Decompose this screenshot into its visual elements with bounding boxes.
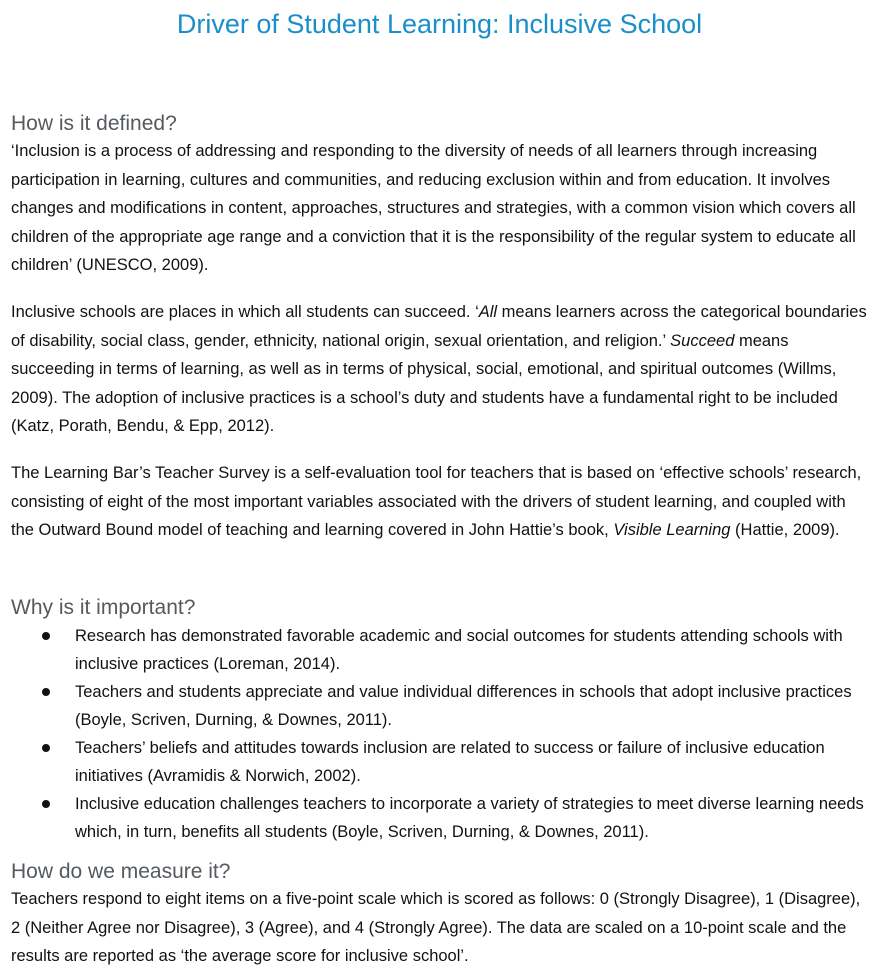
italic-text: Visible Learning bbox=[613, 521, 731, 540]
list-item bbox=[0, 622, 879, 678]
bullet-icon bbox=[42, 632, 50, 640]
bullet-icon bbox=[42, 744, 50, 752]
importance-list bbox=[0, 622, 879, 846]
text-run: means learners across the categorical boundaries of disability, social class, gender, ethnicity, national origin, sexual orientation, and religion.’ bbox=[11, 303, 867, 350]
heading-how-defined: How is it defined? bbox=[11, 112, 177, 135]
definition-paragraph: ‘Inclusion is a process of addressing and responding to the diversity of needs of all learners through increasing participation in learning, cultures and communities, and reducing exclusion within and from education. It involves changes and modifications in content, approaches, structures and strategies, with a common vision which covers all children of the appropriate age range and a conviction that it is the responsibility of the regular system to educate all children’ (UNESCO, 2009). bbox=[11, 142, 856, 275]
list-item-text: Inclusive education challenges teachers to incorporate a variety of strategies to meet diverse learning needs which, in turn, benefits all students (Boyle, Scriven, Durning, & Downes, 2011). bbox=[75, 795, 864, 841]
page-title: Driver of Student Learning: Inclusive School bbox=[176, 9, 703, 39]
list-item bbox=[0, 790, 879, 846]
list-item-text: Teachers and students appreciate and value individual differences in schools that adopt inclusive practices (Boyle, Scriven, Durning, & Downes, 2011). bbox=[75, 683, 852, 729]
text-run: (Hattie, 2009). bbox=[730, 521, 840, 540]
list-item-text: Research has demonstrated favorable academic and social outcomes for students attending schools with inclusive practices (Loreman, 2014). bbox=[75, 627, 843, 673]
list-item bbox=[0, 678, 879, 734]
italic-text: All bbox=[478, 303, 498, 321]
bullet-icon bbox=[42, 688, 50, 696]
heading-how-measure: How do we measure it? bbox=[11, 860, 231, 883]
heading-why-important: Why is it important? bbox=[11, 596, 196, 619]
text-run: Inclusive schools are places in which all students can succeed. ‘ bbox=[11, 303, 479, 321]
bullet-icon bbox=[42, 800, 50, 808]
list-item-text: Teachers’ beliefs and attitudes towards inclusion are related to success or failure of inclusive education initiatives (Avramidis & Norwich, 2002). bbox=[75, 739, 825, 785]
list-item bbox=[0, 734, 879, 790]
teacher-survey-paragraph bbox=[11, 459, 873, 545]
italic-text: Succeed bbox=[670, 331, 735, 350]
text-run: The Learning Bar’s Teacher Survey is a self-evaluation tool for teachers that is based on ‘effective schools’ research, consisting of eight of the most important variables associated with the drivers of student learning, and coupled with the Outward Bound model of teaching and learning covered in John Hattie’s book, bbox=[11, 464, 862, 540]
text-run: means succeeding in terms of learning, as well as in terms of physical, social, emotional, and spiritual outcomes (Willms, 2009). The adoption of inclusive practices is a school’s duty and students have a fundamental right to be included (Katz, Porath, Bendu, & Epp, 2012). bbox=[11, 331, 838, 436]
measurement-paragraph: Teachers respond to eight items on a five-point scale which is scored as follows: 0 (Strongly Disagree), 1 (Disagree), 2 (Neither Agree nor Disagree), 3 (Agree), and 4 (Strongly Agree). The data are scaled on a 10-point scale and the results are reported as ‘the average score for inclusive school’. bbox=[11, 890, 861, 966]
inclusive-schools-paragraph bbox=[11, 298, 873, 441]
